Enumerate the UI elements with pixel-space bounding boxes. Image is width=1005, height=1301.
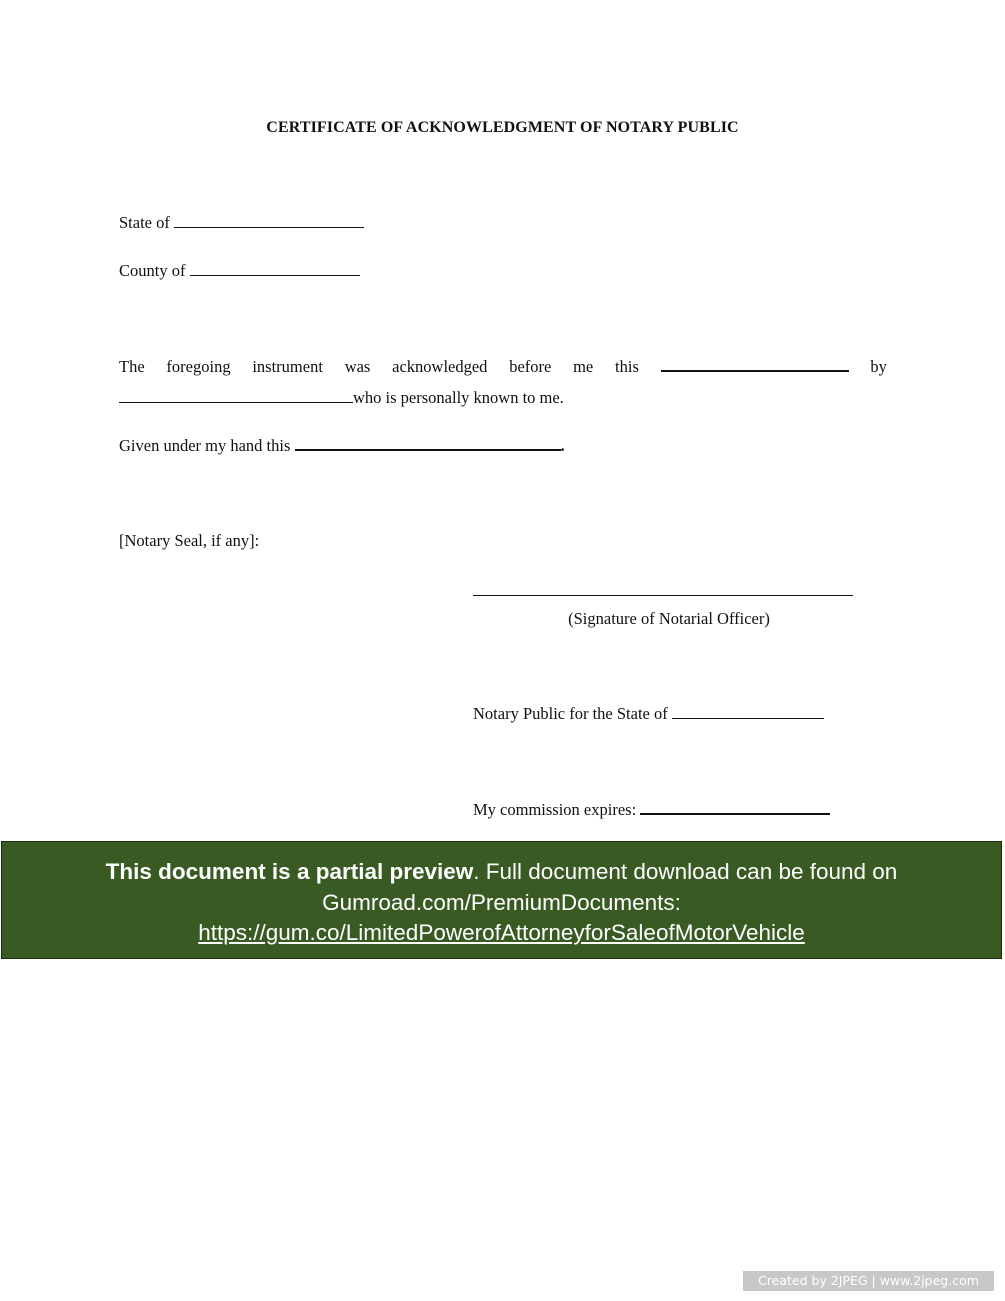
notary-seal-label: [Notary Seal, if any]: [119, 531, 260, 550]
ack-word: acknowledged [392, 357, 488, 376]
notary-state-blank [672, 704, 824, 719]
acknowledgment-line-1 [119, 356, 887, 377]
given-blank [295, 435, 561, 451]
signature-caption: (Signature of Notarial Officer) [568, 609, 770, 628]
ack-date-blank [661, 356, 849, 372]
document-title: CERTIFICATE OF ACKNOWLEDGMENT OF NOTARY PUBLIC [266, 119, 739, 136]
ack-word: was [344, 357, 371, 376]
county-label: County of [119, 261, 186, 280]
commission-blank [640, 799, 830, 815]
state-blank [174, 213, 364, 228]
ack-word: instrument [252, 357, 323, 376]
commission-line [473, 799, 830, 820]
ack-line2-text: who is personally known to me. [353, 388, 564, 407]
notary-state-line [473, 704, 824, 724]
ack-word: foregoing [166, 357, 231, 376]
preview-banner [1, 841, 1002, 959]
county-line [119, 261, 360, 281]
given-period: . [560, 436, 565, 455]
signature-line [473, 595, 853, 596]
state-line [119, 213, 364, 233]
given-line [119, 435, 565, 456]
ack-by: by [870, 357, 887, 376]
county-blank [190, 261, 360, 276]
watermark: Created by 2JPEG | www.2jpeg.com [743, 1271, 994, 1291]
banner-download-link[interactable]: https://gum.co/LimitedPowerofAttorneyforSaleofMotorVehicle [198, 920, 805, 945]
given-label: Given under my hand this [119, 436, 291, 455]
ack-person-blank [119, 388, 353, 403]
banner-bold-text: This document is a partial preview [105, 859, 474, 884]
ack-word: before [509, 357, 552, 376]
ack-word: The [119, 357, 145, 376]
acknowledgment-line-2 [119, 388, 564, 408]
banner-text: . Full document download can be found on [473, 859, 898, 884]
ack-word: this [615, 357, 639, 376]
notary-state-label: Notary Public for the State of [473, 704, 668, 723]
banner-line-2: Gumroad.com/PremiumDocuments: [322, 889, 681, 915]
commission-label: My commission expires: [473, 800, 637, 819]
ack-word: me [573, 357, 594, 376]
banner-line-1 [2, 857, 1001, 888]
state-label: State of [119, 213, 170, 232]
